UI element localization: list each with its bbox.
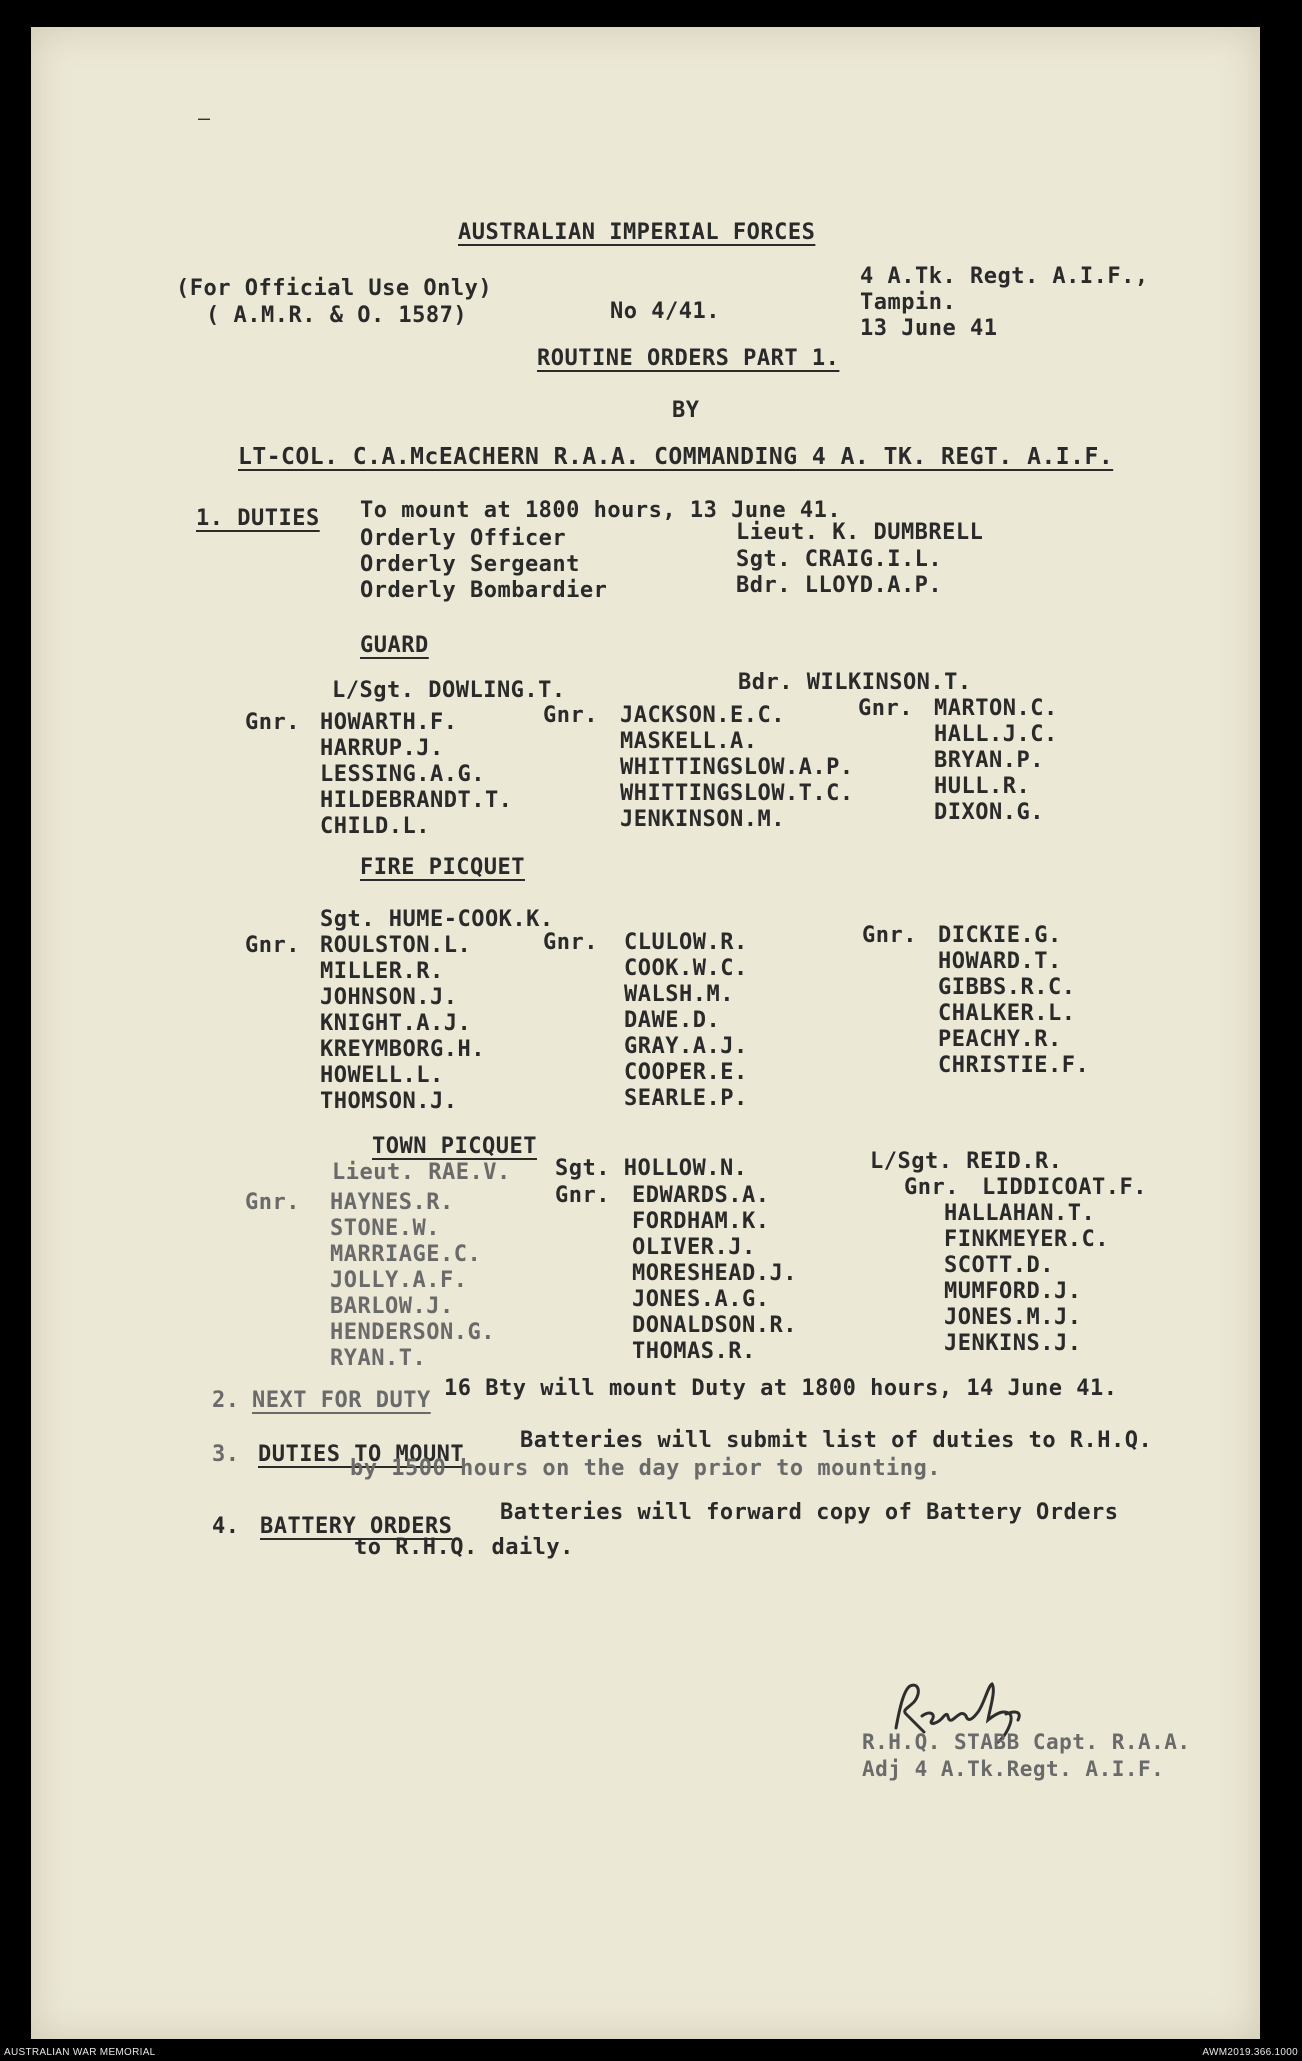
town-picquet-member: JENKINS.J. xyxy=(944,1331,1082,1356)
fire-picquet-member: ROULSTON.L. xyxy=(320,933,472,958)
fire-picquet-member: CHRISTIE.F. xyxy=(938,1053,1090,1078)
battery-orders-text: to R.H.Q. daily. xyxy=(354,1535,574,1560)
rank-prefix: Gnr. xyxy=(245,1190,300,1215)
signature-line: R.H.Q. STABB Capt. R.A.A. xyxy=(862,1730,1191,1754)
next-for-duty-label: NEXT FOR DUTY xyxy=(252,1388,431,1413)
order-date: 13 June 41 xyxy=(860,316,998,341)
fire-picquet-member: SEARLE.P. xyxy=(624,1086,748,1111)
footer-id: AWM2019.366.1000 xyxy=(1202,2047,1298,2058)
item-number: 2. xyxy=(212,1388,240,1413)
fire-picquet-member: PEACHY.R. xyxy=(938,1027,1062,1052)
town-picquet-member: HALLAHAN.T. xyxy=(944,1201,1096,1226)
unit-name: 4 A.Tk. Regt. A.I.F., xyxy=(860,264,1149,289)
duties-label xyxy=(196,508,320,530)
guard-member: BRYAN.P. xyxy=(934,748,1044,773)
rank-prefix: Gnr. xyxy=(543,703,598,728)
guard-member: JENKINSON.M. xyxy=(620,807,785,832)
rank-prefix: Gnr. xyxy=(862,923,917,948)
footer-bar xyxy=(0,2043,1302,2061)
duty-name: Bdr. LLOYD.A.P. xyxy=(736,573,943,598)
fire-picquet-member: COOK.W.C. xyxy=(624,956,748,981)
guard-member: HOWARTH.F. xyxy=(320,710,458,735)
guard-leader: L/Sgt. DOWLING.T. xyxy=(332,678,566,703)
fire-picquet-member: GRAY.A.J. xyxy=(624,1034,748,1059)
signature-line: Adj 4 A.Tk.Regt. A.I.F. xyxy=(862,1757,1165,1781)
guard-member: HALL.J.C. xyxy=(934,722,1058,747)
official-use-note: (For Official Use Only) xyxy=(176,276,493,301)
rank-prefix: Gnr. xyxy=(904,1175,959,1200)
fire-picquet-heading: FIRE PICQUET xyxy=(360,855,525,880)
guard-leader: Bdr. WILKINSON.T. xyxy=(738,670,972,695)
order-number: No 4/41. xyxy=(610,299,720,324)
commander-line: LT-COL. C.A.McEACHERN R.A.A. COMMANDING 4 A. TK. REGT. A.I.F. xyxy=(238,444,1114,470)
duty-name: Lieut. K. DUMBRELL xyxy=(736,520,984,545)
guard-member: LESSING.A.G. xyxy=(320,762,485,787)
fire-picquet-member: CHALKER.L. xyxy=(938,1001,1076,1026)
rank-prefix: Gnr. xyxy=(245,710,300,735)
town-picquet-member: MORESHEAD.J. xyxy=(632,1261,797,1286)
fire-picquet-member: HOWARD.T. xyxy=(938,949,1062,974)
town-picquet-member: DONALDSON.R. xyxy=(632,1313,797,1338)
guard-member: MASKELL.A. xyxy=(620,729,758,754)
guard-member: WHITTINGSLOW.A.P. xyxy=(620,755,854,780)
document-title: AUSTRALIAN IMPERIAL FORCES xyxy=(458,220,816,245)
rank-prefix: Gnr. xyxy=(245,933,300,958)
town-picquet-member: BARLOW.J. xyxy=(330,1294,454,1319)
guard-member: DIXON.G. xyxy=(934,800,1044,825)
town-picquet-member: EDWARDS.A. xyxy=(632,1183,770,1208)
town-picquet-leader: Sgt. HOLLOW.N. xyxy=(555,1156,748,1181)
guard-member: HILDEBRANDT.T. xyxy=(320,788,513,813)
town-picquet-member: JONES.M.J. xyxy=(944,1305,1082,1330)
town-picquet-member: FORDHAM.K. xyxy=(632,1209,770,1234)
guard-member: MARTON.C. xyxy=(934,696,1058,721)
duties-to-mount-text: Batteries will submit list of duties to R.H.Q. xyxy=(520,1428,1153,1453)
town-picquet-member: SCOTT.D. xyxy=(944,1253,1054,1278)
fire-picquet-member: WALSH.M. xyxy=(624,982,734,1007)
amr-reference: ( A.M.R. & O. 1587) xyxy=(206,303,468,328)
duties-to-mount-text: by 1500 hours on the day prior to mounting. xyxy=(350,1456,942,1481)
town-picquet-member: MUMFORD.J. xyxy=(944,1279,1082,1304)
town-picquet-member: HENDERSON.G. xyxy=(330,1320,495,1345)
town-picquet-member: FINKMEYER.C. xyxy=(944,1227,1109,1252)
fire-picquet-member: THOMSON.J. xyxy=(320,1089,458,1114)
duties-intro: To mount at 1800 hours, 13 June 41. xyxy=(360,498,842,523)
battery-orders-text: Batteries will forward copy of Battery Orders xyxy=(500,1500,1119,1525)
town-picquet-member: JOLLY.A.F. xyxy=(330,1268,468,1293)
duty-name: Sgt. CRAIG.I.L. xyxy=(736,547,943,572)
town-picquet-leader: Lieut. RAE.V. xyxy=(332,1160,511,1185)
town-picquet-leader: L/Sgt. REID.R. xyxy=(870,1149,1063,1174)
town-picquet-member: THOMAS.R. xyxy=(632,1339,756,1364)
town-picquet-member: MARRIAGE.C. xyxy=(330,1242,482,1267)
guard-member: CHILD.L. xyxy=(320,814,430,839)
town-picquet-member: STONE.W. xyxy=(330,1216,440,1241)
fire-picquet-member: HOWELL.L. xyxy=(320,1063,444,1088)
duty-role: Orderly Bombardier xyxy=(360,578,608,603)
fire-picquet-member: DAWE.D. xyxy=(624,1008,721,1033)
item-number: 4. xyxy=(212,1514,240,1539)
guard-member: HARRUP.J. xyxy=(320,736,444,761)
guard-heading: GUARD xyxy=(360,633,429,658)
duty-role: Orderly Sergeant xyxy=(360,552,580,577)
rank-prefix: Gnr. xyxy=(543,930,598,955)
by-label: BY xyxy=(672,398,700,423)
town-picquet-member: HAYNES.R. xyxy=(330,1190,454,1215)
orders-title: ROUTINE ORDERS PART 1. xyxy=(537,346,840,371)
stray-mark: – xyxy=(198,106,211,130)
town-picquet-member: LIDDICOAT.F. xyxy=(982,1175,1147,1200)
fire-picquet-member: MILLER.R. xyxy=(320,959,444,984)
item-number: 3. xyxy=(212,1442,240,1467)
town-picquet-heading: TOWN PICQUET xyxy=(372,1134,537,1159)
rank-prefix: Gnr. xyxy=(555,1183,610,1208)
fire-picquet-leader: Sgt. HUME-COOK.K. xyxy=(320,907,554,932)
battery-orders-label: BATTERY ORDERS xyxy=(260,1514,453,1539)
guard-member: WHITTINGSLOW.T.C. xyxy=(620,781,854,806)
duty-role: Orderly Officer xyxy=(360,526,567,551)
fire-picquet-member: CLULOW.R. xyxy=(624,930,748,955)
footer-credit: AUSTRALIAN WAR MEMORIAL xyxy=(4,2047,156,2058)
fire-picquet-member: GIBBS.R.C. xyxy=(938,975,1076,1000)
duties-to-mount-label: DUTIES TO MOUNT xyxy=(258,1442,465,1467)
place-name: Tampin. xyxy=(860,290,957,315)
town-picquet-member: RYAN.T. xyxy=(330,1346,427,1371)
fire-picquet-member: KREYMBORG.H. xyxy=(320,1037,485,1062)
guard-member: JACKSON.E.C. xyxy=(620,703,785,728)
town-picquet-member: OLIVER.J. xyxy=(632,1235,756,1260)
fire-picquet-member: JOHNSON.J. xyxy=(320,985,458,1010)
fire-picquet-member: KNIGHT.A.J. xyxy=(320,1011,472,1036)
fire-picquet-member: DICKIE.G. xyxy=(938,923,1062,948)
rank-prefix: Gnr. xyxy=(858,696,913,721)
fire-picquet-member: COOPER.E. xyxy=(624,1060,748,1085)
town-picquet-member: JONES.A.G. xyxy=(632,1287,770,1312)
guard-member: HULL.R. xyxy=(934,774,1031,799)
duties-label-text: 1. DUTIES xyxy=(196,506,320,531)
next-for-duty-text: 16 Bty will mount Duty at 1800 hours, 14 June 41. xyxy=(444,1376,1118,1401)
